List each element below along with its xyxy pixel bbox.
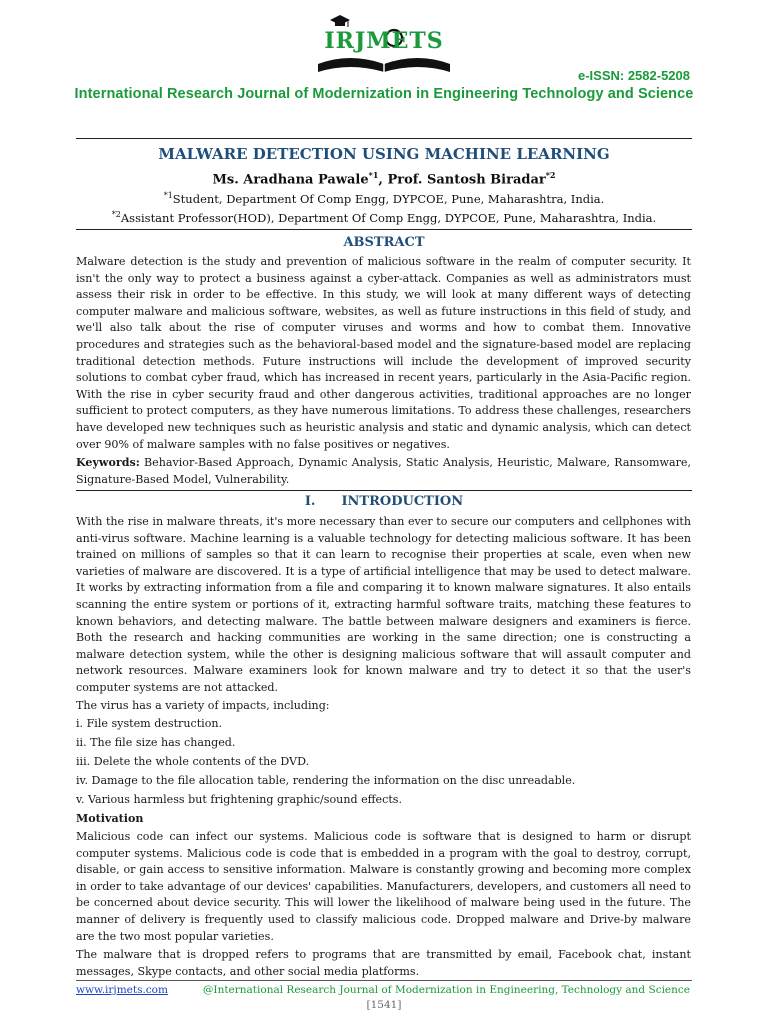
journal-logo	[314, 12, 454, 78]
keywords-label: Keywords:	[76, 456, 140, 469]
author-2: Prof. Santosh Biradar	[387, 172, 546, 188]
abstract-divider	[76, 490, 692, 491]
author-1: Ms. Aradhana Pawale	[212, 172, 369, 188]
header-divider	[76, 138, 692, 139]
keywords	[76, 455, 691, 488]
impact-item: iii. Delete the whole contents of the DVD.	[76, 755, 310, 768]
paper-title: MALWARE DETECTION USING MACHINE LEARNING	[158, 145, 610, 163]
abstract-body: Malware detection is the study and prevention of malicious software in the realm of computer security. It isn't the only way to protect a business against a cyber-attack. Companies as well as administrators must assess their risk in order to be effective. In this study, we will look at many different ways of detecting computer malware and malicious software, websites, as well as future instructions in this field of study, and we'll also talk about the rise of computer viruses and worms and how to combat them. Innovative procedures and strategies such as the behavioral-based model and the signature-based model are replacing traditional detection methods. Future instructions will include the development of improved security solutions to combat cyber fraud, which has increased in recent years, particularly in the Asia-Pacific region. With the rise in cyber security fraud and other dangerous activities, traditional approaches are no longer sufficient to protect computers, as they have numerous limitations. To address these challenges, researchers have developed new techniques such as heuristic analysis and static and dynamic analysis, which can detect over 90% of malware samples with no false positives or negatives.	[76, 255, 691, 451]
affiliation-1-text: Student, Department Of Comp Engg, DYPCOE, Pune, Maharashtra, India.	[172, 191, 605, 206]
page-number: [1541]	[366, 999, 402, 1011]
impact-item: v. Various harmless but frightening graphic/sound effects.	[76, 793, 402, 806]
journal-website-link[interactable]: www.irjmets.com	[76, 984, 168, 996]
motivation-heading: Motivation	[76, 812, 144, 825]
dropped-malware-paragraph: The malware that is dropped refers to programs that are transmitted by email, Facebook chat, instant messages, Skype contacts, and other social media platforms.	[76, 948, 691, 978]
section-number: I.	[304, 494, 316, 509]
footer-divider	[76, 980, 692, 981]
affiliation-2	[0, 210, 768, 225]
introduction-heading	[0, 494, 768, 509]
section-title: INTRODUCTION	[341, 494, 464, 509]
impact-item: iv. Damage to the file allocation table, rendering the information on the disc unreadable.	[76, 774, 576, 787]
affiliation-2-marker: *2	[111, 210, 121, 219]
keywords-list: Behavior-Based Approach, Dynamic Analysis, Static Analysis, Heuristic, Malware, Ransomware, Signature-Based Model, Vulnerability.	[76, 456, 691, 486]
title-divider	[76, 229, 692, 230]
author-1-marker: *1	[368, 170, 379, 180]
impact-item: i. File system destruction.	[76, 717, 223, 730]
logo-wordmark: IRJMETS	[324, 28, 444, 54]
affiliation-2-text: Assistant Professor(HOD), Department Of Comp Engg, DYPCOE, Pune, Maharashtra, India.	[120, 210, 657, 225]
author-2-marker: *2	[545, 170, 556, 180]
impact-item: ii. The file size has changed.	[76, 736, 236, 749]
author-separator: ,	[378, 172, 388, 188]
affiliation-1-marker: *1	[163, 191, 173, 200]
issn: e-ISSN: 2582-5208	[577, 68, 690, 83]
intro-paragraph-1: With the rise in malware threats, it's more necessary than ever to secure our computers and cellphones with anti-virus software. Machine learning is a valuable technology for detecting malicious software. It has been trained on millions of samples so that it can learn to recognise their properties at scale, even when new varieties of malware are discovered. It is a type of artificial intelligence that may be used to detect malware. It works by extracting information from a file and comparing it to known malware signatures. It also entails scanning the entire system or portions of it, extracting harmful software traits, matching these features to known behaviors, and detecting malware. The battle between malware designers and examiners is fierce. Both the research and hacking communities are working in the same direction; one is constructing a malware detection system, while the other is designing malicious software that will assault computer and network resources. Malware examiners look for known malware and try to detect it so that the user's computer systems are not attacked.	[76, 515, 691, 694]
authors	[0, 170, 768, 187]
footer-copyright: @International Research Journal of Modernization in Engineering, Technology and Science	[202, 984, 690, 996]
abstract-heading: ABSTRACT	[343, 235, 425, 250]
motivation-paragraph: Malicious code can infect our systems. Malicious code is software that is designed to harm or disrupt computer systems. Malicious code is code that is embedded in a program with the goal to destroy, corrupt, disable, or gain access to sensitive information. Malware is constantly growing and becoming more complex in order to take advantage of our devices' capabilities. Manufacturers, developers, and customers all need to be concerned about device security. This will lower the likelihood of malware being used in the future. The manner of delivery is frequently used to classify malicious code. Dropped malware and Drive-by malware are the two most popular varieties.	[76, 830, 691, 943]
affiliation-1	[0, 191, 768, 206]
journal-name: International Research Journal of Modernization in Engineering Technology and Science	[74, 86, 694, 102]
impact-list-intro: The virus has a variety of impacts, including:	[76, 699, 330, 712]
